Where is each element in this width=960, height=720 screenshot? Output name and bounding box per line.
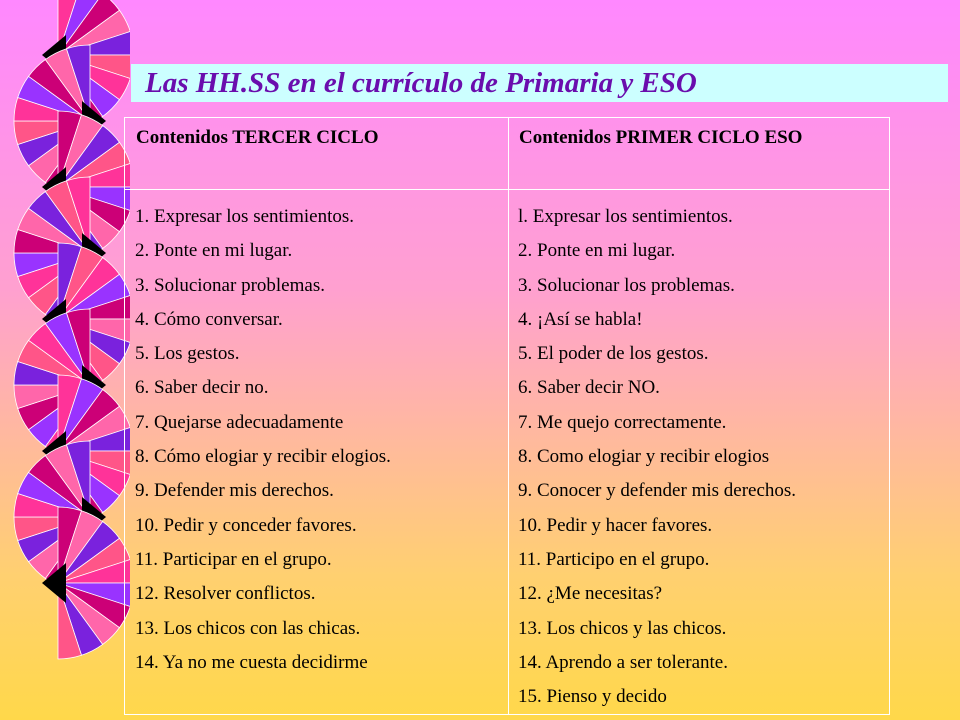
title-banner <box>131 64 948 102</box>
list-item: 13. Los chicos y las chicos. <box>518 617 727 639</box>
header-cell-left <box>125 118 508 190</box>
list-item: 7. Quejarse adecuadamente <box>135 411 344 433</box>
list-item: 3. Solucionar problemas. <box>135 274 325 296</box>
list-item: 6. Saber decir no. <box>135 377 269 399</box>
list-item: 7. Me quejo correctamente. <box>518 411 727 433</box>
list-item: 2. Ponte en mi lugar. <box>518 240 676 262</box>
list-item: 12. Resolver conflictos. <box>135 583 316 605</box>
list-item: 11. Participar en el grupo. <box>135 548 332 570</box>
list-item: 6. Saber decir NO. <box>518 377 660 399</box>
list-item: 5. El poder de los gestos. <box>518 343 709 365</box>
column-header-left: Contenidos TERCER CICLO <box>136 127 379 148</box>
list-item: 2. Ponte en mi lugar. <box>135 240 293 262</box>
column-tercer-ciclo <box>125 118 509 714</box>
items-list-right <box>518 200 796 714</box>
list-item: 4. ¡Así se habla! <box>518 308 643 330</box>
column-header-right: Contenidos PRIMER CICLO ESO <box>519 127 803 148</box>
decorative-fan-strip <box>0 0 130 720</box>
list-item: 11. Participo en el grupo. <box>518 548 710 570</box>
list-item: 13. Los chicos con las chicas. <box>135 617 361 639</box>
list-item: l. Expresar los sentimientos. <box>518 206 733 227</box>
list-item: 8. Como elogiar y recibir elogios <box>518 446 770 468</box>
header-cell-right <box>508 118 889 190</box>
list-item: 15. Pienso y decido <box>518 686 667 708</box>
column-primer-ciclo-eso <box>508 118 889 714</box>
items-list-left <box>135 200 391 680</box>
comparison-table <box>124 117 890 715</box>
list-item: 9. Defender mis derechos. <box>135 480 334 502</box>
list-item: 14. Ya no me cuesta decidirme <box>135 651 368 673</box>
list-item: 10. Pedir y conceder favores. <box>135 514 357 536</box>
list-item: 9. Conocer y defender mis derechos. <box>518 480 797 502</box>
list-item: 5. Los gestos. <box>135 343 240 365</box>
list-item: 3. Solucionar los problemas. <box>518 274 735 296</box>
list-item: 4. Cómo conversar. <box>135 308 283 330</box>
list-item: 10. Pedir y hacer favores. <box>518 514 713 536</box>
list-item: 14. Aprendo a ser tolerante. <box>518 651 728 673</box>
list-item: 8. Cómo elogiar y recibir elogios. <box>135 446 391 468</box>
slide-title: Las HH.SS en el currículo de Primaria y ESO <box>145 67 697 99</box>
list-item: 12. ¿Me necesitas? <box>518 583 663 605</box>
list-item: 1. Expresar los sentimientos. <box>135 206 354 227</box>
